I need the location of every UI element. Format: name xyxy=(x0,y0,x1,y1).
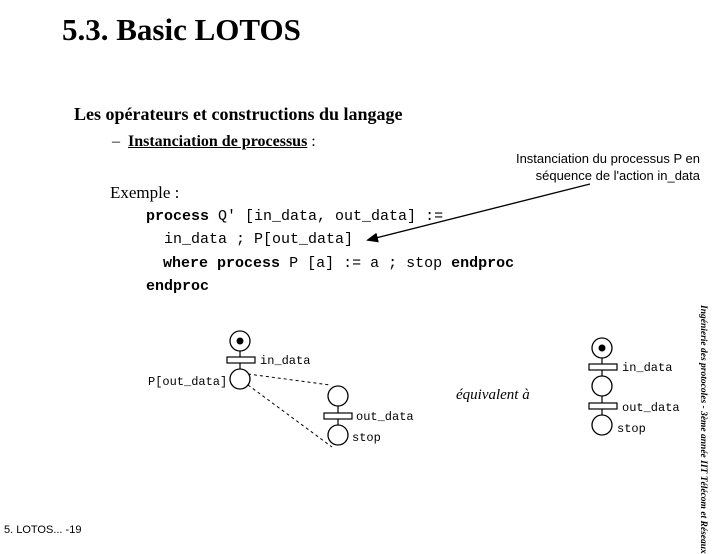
code-keyword: process xyxy=(146,208,210,225)
example-label: Exemple : xyxy=(110,183,180,202)
transition-in-data xyxy=(589,364,617,370)
label-stop: stop xyxy=(352,431,381,445)
dashed-link xyxy=(248,385,332,447)
label-in-data: in_data xyxy=(260,354,311,368)
label-stop: stop xyxy=(617,422,646,436)
transition-out-data xyxy=(589,403,617,409)
code-line-2: in_data ; P[out_data] xyxy=(164,231,354,248)
place xyxy=(592,415,612,435)
code-keyword: where xyxy=(163,255,209,272)
code-keyword: process xyxy=(217,255,281,272)
token-icon xyxy=(599,345,606,352)
section-subtitle: Les opérateurs et constructions du langage xyxy=(74,104,403,124)
dashed-link xyxy=(248,374,330,385)
label-in-data: in_data xyxy=(622,361,673,375)
code-keyword: endproc xyxy=(451,255,515,272)
slide-footer: 5. LOTOS... -19 xyxy=(4,524,82,536)
bullet-dash: – xyxy=(112,133,120,150)
label-out-data: out_data xyxy=(356,410,414,424)
annotation-note: Instanciation du processus P en séquence de l'action in_data xyxy=(515,151,700,183)
side-caption: Ingénierie des protocoles - 3ème année IIT Télécom et Réseaux xyxy=(698,305,708,554)
place xyxy=(328,386,348,406)
code-keyword: endproc xyxy=(146,278,210,295)
equivalent-label: équivalent à xyxy=(456,387,530,403)
code-text: P [a] := a ; stop xyxy=(289,255,443,272)
place xyxy=(592,376,612,396)
page-title: 5.3. Basic LOTOS xyxy=(62,12,301,47)
place xyxy=(230,369,250,389)
label-out-data: out_data xyxy=(622,401,680,415)
annotation-arrow xyxy=(368,184,590,240)
bullet-label: Instanciation de processus xyxy=(128,133,308,150)
place xyxy=(328,425,348,445)
transition-in-data xyxy=(227,357,255,363)
transition-out-data xyxy=(324,413,352,419)
bullet-colon: : xyxy=(311,133,316,150)
code-text: Q' [in_data, out_data] := xyxy=(218,208,444,225)
token-icon xyxy=(237,338,244,345)
label-p-out-data: P[out_data] xyxy=(148,375,228,389)
